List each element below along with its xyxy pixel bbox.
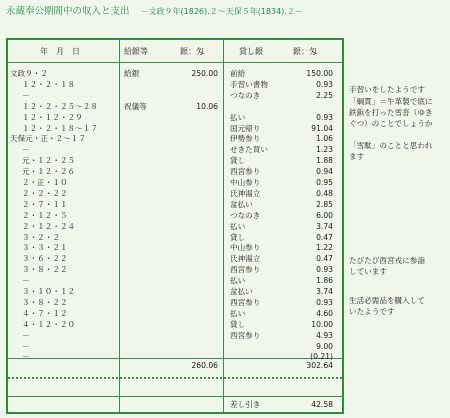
date-cell: － xyxy=(22,90,30,100)
expense-amount-cell: 4.93 xyxy=(316,330,333,340)
date-cell: ３・１０・１２ xyxy=(22,287,76,296)
note-line: ます xyxy=(349,152,365,161)
note-setta xyxy=(349,140,447,162)
expense-amount-cell: 91.04 xyxy=(311,123,333,133)
date-cell: １２・２・２５～２８ xyxy=(22,101,98,111)
date-cell: ２・１２・２４ xyxy=(22,221,76,231)
header-date: 年 月 日 xyxy=(40,47,80,56)
expense-amount-cell: 3.74 xyxy=(316,287,333,296)
note-line: 生活必需品を購入して xyxy=(349,296,425,305)
column-divider xyxy=(119,40,120,412)
expense-amount-cell: 4.60 xyxy=(316,308,333,318)
header-income-amount: 銀：匁 xyxy=(180,47,204,56)
date-cell: ３・８・２２ xyxy=(22,297,68,307)
income-amount-cell: 10.06 xyxy=(196,101,218,111)
expense-item-cell: 西宮参り xyxy=(230,297,261,307)
title-text: 永蔵奉公期間中の収入と支出 xyxy=(6,6,130,17)
date-cell: ２・１２・５ xyxy=(22,210,68,220)
expense-amount-cell: 10.00 xyxy=(311,319,333,329)
note-penmanship xyxy=(349,84,447,95)
totals-dotted-rule xyxy=(8,377,342,379)
expense-amount-cell: 1.86 xyxy=(316,276,333,286)
header-expense-item: 貸し銀 xyxy=(239,47,263,56)
expense-item-cell: 払い xyxy=(230,112,246,122)
header-rule xyxy=(8,62,342,63)
date-cell: ３・２・２ xyxy=(22,232,60,242)
date-cell: 天保元・正・２～１７ xyxy=(10,134,86,144)
expense-item-cell: 前給 xyxy=(230,69,246,78)
note-line: 手習いをしたようです xyxy=(349,85,425,94)
expense-amount-cell: 9.00 xyxy=(316,341,333,351)
ledger-table xyxy=(6,38,344,414)
expense-item-cell: 伊勢参り xyxy=(230,134,261,144)
date-cell: ２・２・２２ xyxy=(22,188,68,198)
date-cell: － xyxy=(22,145,30,155)
date-cell: － xyxy=(22,330,30,340)
expense-item-cell: 国元帰り xyxy=(230,123,261,133)
note-line: ぐつ）のことでしょうか xyxy=(349,119,433,128)
expense-amount-cell: 1.88 xyxy=(316,156,333,166)
expense-item-cell: つなのき xyxy=(230,210,261,220)
date-cell: ３・８・２２ xyxy=(22,265,68,275)
title-subtitle: －文政９年(1826).２～天保５年(1834).２－ xyxy=(140,7,303,16)
expense-item-cell: 払い xyxy=(230,308,246,318)
note-nishinomiya xyxy=(349,255,447,277)
note-line: 鉄鋲を打った雪沓（ゆき xyxy=(349,108,433,117)
date-cell: １２・２・１８ xyxy=(22,79,76,89)
date-cell: １２・１２・２９ xyxy=(22,112,83,122)
expense-item-cell: 西宮参り xyxy=(230,330,261,340)
expense-amount-cell: 2.25 xyxy=(316,90,333,100)
column-divider xyxy=(223,40,224,412)
expense-amount-cell: 0.47 xyxy=(316,254,333,264)
expense-amount-cell: 1.23 xyxy=(316,145,333,155)
expense-amount-cell: 0.48 xyxy=(316,188,333,198)
expense-amount-cell: 150.00 xyxy=(306,69,333,78)
expense-amount-cell: (0.21) xyxy=(310,352,333,362)
expense-amount-cell: 0.93 xyxy=(316,79,333,89)
date-cell: 元・１２・２６ xyxy=(22,167,76,177)
expense-amount-cell: 0.93 xyxy=(316,297,333,307)
income-item-cell: 給銀 xyxy=(124,69,140,78)
expense-item-cell: 貸し xyxy=(230,156,246,166)
expense-item-cell: 氏神湯立 xyxy=(230,254,261,264)
expense-amount-cell: 3.74 xyxy=(316,221,333,231)
expense-item-cell: 貸し xyxy=(230,319,246,329)
date-cell: ３・３・２１ xyxy=(22,243,68,253)
expense-amount-cell: 1.06 xyxy=(316,134,333,144)
expense-item-cell: 盆払い xyxy=(230,199,253,209)
note-tsunanuki xyxy=(349,96,447,129)
header-expense-amount: 銀：匁 xyxy=(293,47,317,56)
expense-item-cell: 中山参り xyxy=(230,243,261,253)
income-total: 260.06 xyxy=(191,361,218,370)
expense-item-cell: 払い xyxy=(230,276,246,286)
expense-item-cell: 手習い書物 xyxy=(230,79,268,89)
balance-rule xyxy=(8,396,342,397)
date-cell: ４・７・１２ xyxy=(22,308,68,318)
page-title xyxy=(6,3,446,17)
expense-amount-cell: 0.93 xyxy=(316,265,333,275)
expense-item-cell: せきた買い xyxy=(230,145,268,155)
note-line: しています xyxy=(349,267,387,276)
expense-total: 302.64 xyxy=(306,361,333,370)
date-cell: 文政９・２ xyxy=(10,69,48,78)
note-line: いたようです xyxy=(349,307,395,316)
expense-item-cell: 払い xyxy=(230,221,246,231)
note-necessities xyxy=(349,295,447,317)
date-cell: ２・７・１１ xyxy=(22,199,68,209)
date-cell: ３・６・２２ xyxy=(22,254,68,264)
expense-amount-cell: 0.47 xyxy=(316,232,333,242)
income-amount-cell: 250.00 xyxy=(191,69,218,78)
expense-item-cell: 西宮参り xyxy=(230,167,261,177)
expense-amount-cell: 2.85 xyxy=(316,199,333,209)
note-line: たびたび西宮戎に参詣 xyxy=(349,256,425,265)
expense-amount-cell: 1.22 xyxy=(316,243,333,253)
income-item-cell: 祝儀等 xyxy=(124,101,147,111)
expense-item-cell: 西宮参り xyxy=(230,265,261,275)
expense-amount-cell: 0.95 xyxy=(316,178,333,187)
expense-item-cell: 中山参り xyxy=(230,178,261,187)
balance-label: 差し引き xyxy=(230,400,261,409)
date-cell: － xyxy=(22,341,30,351)
date-cell: ４・１２・２０ xyxy=(22,319,76,329)
header-income-item: 給銀等 xyxy=(124,47,148,56)
expense-item-cell: 氏神湯立 xyxy=(230,188,261,198)
expense-item-cell: つなのき xyxy=(230,90,261,100)
note-line: 「綱貫」＝牛革製で底に xyxy=(349,97,433,106)
expense-item-cell: 貸し xyxy=(230,232,246,242)
note-line: 「雪駄」のことと思われ xyxy=(349,141,433,150)
expense-amount-cell: 0.93 xyxy=(316,112,333,122)
date-cell: 元・１２・２５ xyxy=(22,156,76,166)
date-cell: － xyxy=(22,352,30,362)
date-cell: ２・正・１０ xyxy=(22,178,68,187)
date-cell: １２・２・１８～１７ xyxy=(22,123,98,133)
expense-item-cell: 盆払い xyxy=(230,287,253,296)
expense-amount-cell: 0.94 xyxy=(316,167,333,177)
expense-amount-cell: 6.00 xyxy=(316,210,333,220)
date-cell: － xyxy=(22,276,30,286)
balance-amount: 42.58 xyxy=(311,400,333,409)
